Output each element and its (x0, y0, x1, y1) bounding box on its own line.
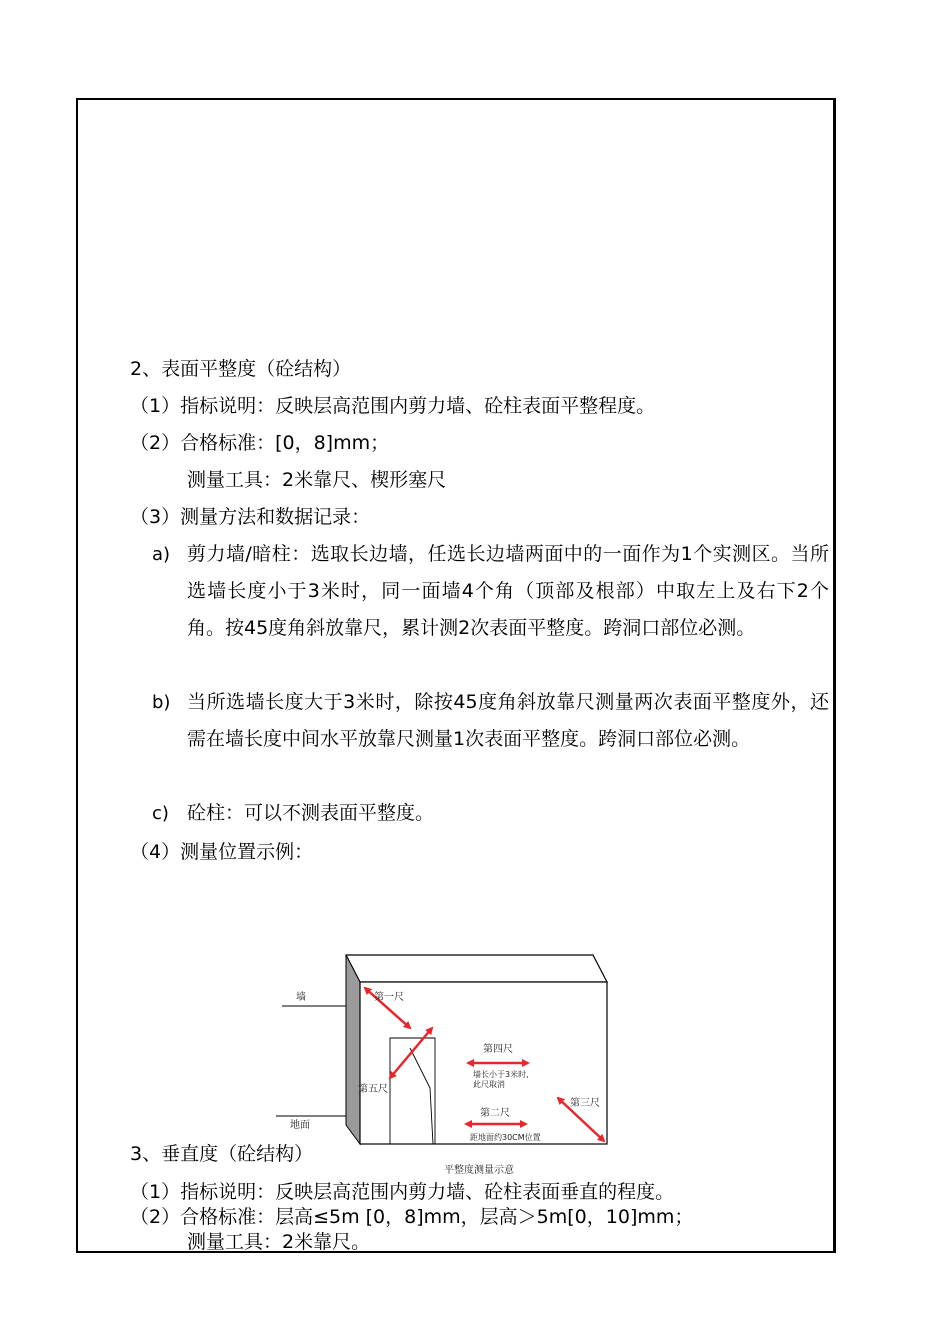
list-item-b: 当所选墙长度大于3米时，除按45度角斜放靠尺测量两次表面平整度外，还需在墙长度中间水平放靠尺测量1次表面平整度。跨洞口部位必测。 (187, 691, 829, 750)
section2-item4: （4）测量位置示例： (130, 841, 314, 863)
section2-title: 2、表面平整度（砼结构） (130, 358, 352, 380)
wall-side-face (346, 955, 360, 1144)
ruler1-label: 第一尺 (374, 992, 404, 1003)
ruler5-label: 第五尺 (358, 1084, 388, 1095)
section2-item2: （2）合格标准：[0，8]mm； (130, 432, 390, 454)
ruler4-label: 第四尺 (483, 1044, 513, 1055)
wall-label: 墙 (296, 992, 306, 1003)
section2-tool: 测量工具：2米靠尺、楔形塞尺 (187, 469, 447, 491)
flatness-measurement-diagram (270, 948, 630, 1188)
ruler2-note: 距地面约30CM位置 (470, 1133, 541, 1142)
section3-tool: 测量工具：2米靠尺。 (187, 1231, 371, 1253)
list-marker-a: a) (152, 544, 171, 565)
section2-item1: （1）指标说明：反映层高范围内剪力墙、砼柱表面平整程度。 (130, 395, 656, 417)
list-item-a: 剪力墙/暗柱：选取长边墙，任选长边墙两面中的一面作为1个实测区。当所选墙长度小于3米时，同一面墙4个角（顶部及根部）中取左上及右下2个角。按45度角斜放靠尺，累计测2次表面平整度。跨洞口部位必测。 (187, 543, 829, 639)
list-marker-c: c) (152, 803, 169, 824)
section3-item2: （2）合格标准：层高≤5m [0，8]mm，层高＞5m[0，10]mm； (130, 1206, 694, 1228)
section3-item1: （1）指标说明：反映层高范围内剪力墙、砼柱表面垂直的程度。 (130, 1181, 675, 1203)
ruler4-note-line2: 此尺取消 (473, 1080, 505, 1089)
wall-top-face (346, 955, 607, 982)
ruler4-note-line1: 墙长小于3米时, (473, 1070, 529, 1079)
list-item-c: 砼柱：可以不测表面平整度。 (187, 802, 435, 824)
section2-item3: （3）测量方法和数据记录： (130, 506, 371, 528)
ruler3-label: 第三尺 (570, 1098, 600, 1109)
list-marker-b: b) (152, 692, 171, 713)
ruler2-label: 第二尺 (480, 1108, 510, 1119)
ground-label: 地面 (290, 1120, 310, 1131)
section3-title: 3、垂直度（砼结构） (130, 1143, 314, 1165)
diagram-caption: 平整度测量示意 (444, 1165, 514, 1176)
